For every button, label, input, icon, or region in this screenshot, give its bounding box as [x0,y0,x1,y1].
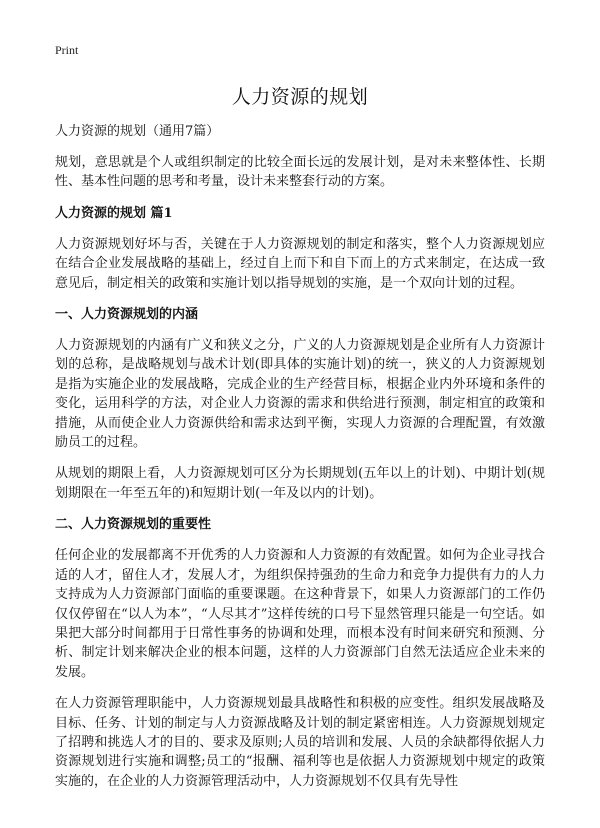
section1-paragraph-1: 人力资源规划的内涵有广义和狭义之分，广义的人力资源规划是企业所有人力资源计划的总称，是战略规划与战术计划(即具体的实施计划)的统一，狭义的人力资源规划是指为实施企业的发展战略，完成企业的生产经营目标，根据企业内外环境和条件的变化，运用科学的方法，对企业人力资源的需求和供给进行预测，制定相宜的政策和措施，从而使企业人力资源供给和需求达到平衡，实现人力资源的合理配置，有效激励员工的过程。 [55,338,545,451]
document-title: 人力资源的规划 [231,86,369,108]
section1-paragraph-2: 从规划的期限上看，人力资源规划可区分为长期规划(五年以上的计划)、中期计划(规划期限在一年至五年的)和短期计划(一年及以内的计划)。 [55,466,545,501]
section2-paragraph-1: 任何企业的发展都离不开优秀的人力资源和人力资源的有效配置。如何为企业寻找合适的人才，留住人才，发展人才，为组织保持强劲的生命力和竞争力提供有力的人力支持成为人力资源部门面临的重要课题。在这种背景下，如果人力资源部门的工作仍仅仅停留在“以人为本”，“人尽其才”这样传统的口号下显然管理只能是一句空话。如果把大部分时间都用于日常性事务的协调和处理，而根本没有时间来研究和预测、分析、制定计划来解决企业的根本问题，这样的人力资源部门自然无法适应企业未来的发展。 [55,548,545,680]
article-heading: 人力资源的规划 篇1 [55,205,173,221]
section2-heading: 二、人力资源规划的重要性 [55,517,212,533]
section1-heading: 一、人力资源规划的内涵 [55,307,199,323]
intro-paragraph: 规划，意思就是个人或组织制定的比较全面长远的发展计划，是对未来整体性、长期性、基本性问题的思考和考量，设计未来整套行动的方案。 [55,155,545,190]
section2-paragraph-2: 在人力资源管理职能中，人力资源规划最具战略性和积极的应变性。组织发展战略及目标、任务、计划的制定与人力资源战略及计划的制定紧密相连。人力资源规划规定了招聘和挑选人才的目的、要求及原则;人员的培训和发展、人员的余缺都得依据人力资源规划进行实施和调整;员工的“报酬、福利等也是依据人力资源规划中规定的政策实施的，在企业的人力资源管理活动中，人力资源规划不仅具有先导性 [55,696,545,789]
article-intro-paragraph: 人力资源规划好坏与否，关键在于人力资源规划的制定和落实，整个人力资源规划应在结合企业发展战略的基础上，经过自上而下和自下而上的方式来制定，在达成一致意见后，制定相关的政策和实施计划以指导规划的实施，是一个双向计划的过程。 [55,236,545,291]
document-subtitle: 人力资源的规划（通用7篇） [55,124,220,139]
print-label: Print [55,43,79,57]
